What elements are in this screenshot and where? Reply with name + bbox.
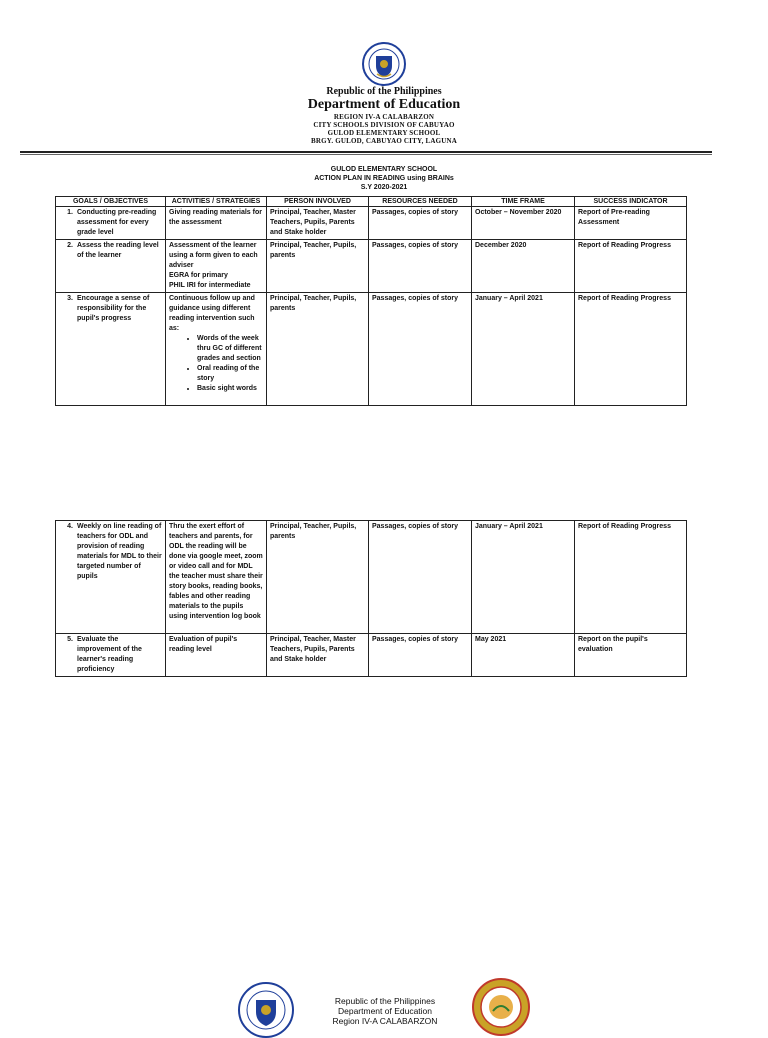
resources-cell: Passages, copies of story (369, 207, 472, 240)
activity-line: PHIL IRI for intermediate (169, 282, 251, 289)
activity-cell (166, 240, 267, 293)
time-cell: December 2020 (472, 240, 575, 293)
table-header-row (56, 197, 687, 207)
letterhead-school: GULOD ELEMENTARY SCHOOL (327, 129, 441, 137)
letterhead-republic: Republic of the Philippines (326, 86, 442, 97)
plan-school: GULOD ELEMENTARY SCHOOL (330, 166, 438, 173)
person-cell: Principal, Teacher, Pupils, parents (267, 293, 369, 406)
goal-cell (56, 207, 166, 240)
resources-cell: Passages, copies of story (369, 293, 472, 406)
header-activities: ACTIVITIES / STRATEGIES (166, 197, 267, 207)
action-plan-table (55, 196, 687, 406)
goal-number: 3. (67, 295, 73, 302)
footer-republic: Republic of the Philippines (334, 996, 436, 1006)
footer-region: Region IV-A CALABARZON (332, 1016, 438, 1026)
letterhead-address: BRGY. GULOD, CABUYAO CITY, LAGUNA (310, 137, 458, 145)
goal-cell (56, 521, 166, 634)
goal-text: Assess the reading level of the learner (77, 242, 159, 259)
goal-number: 2. (67, 242, 73, 249)
goal-cell (56, 634, 166, 677)
header-time: TIME FRAME (472, 197, 575, 207)
list-item: • Words of the week thru GC of different grades and section (197, 334, 263, 364)
person-cell: Principal, Teacher, Pupils, parents (267, 240, 369, 293)
header-divider-thin (20, 154, 712, 155)
letterhead-department: Department of Education (307, 97, 461, 112)
plan-title: ACTION PLAN IN READING using BRAINs (314, 175, 454, 182)
time-cell: January – April 2021 (472, 293, 575, 406)
goal-text: Weekly on line reading of teachers for ODL and provision of reading materials for MDL to their targeted number of pupils (77, 523, 162, 580)
letterhead-region: REGION IV-A CALABARZON (333, 113, 435, 121)
person-cell: Principal, Teacher, Pupils, parents (267, 521, 369, 634)
list-item: • Oral reading of the story (197, 364, 263, 384)
letterhead-division: CITY SCHOOLS DIVISION OF CABUYAO (313, 121, 455, 129)
division-seal-icon (472, 978, 530, 1036)
goal-text: Evaluate the improvement of the learner's reading proficiency (77, 636, 142, 673)
activity-cell (166, 293, 267, 406)
resources-cell: Passages, copies of story (369, 634, 472, 677)
indicator-cell: Report of Reading Progress (575, 240, 687, 293)
header-indicator: SUCCESS INDICATOR (575, 197, 687, 207)
indicator-cell: Report on the pupil's evaluation (575, 634, 687, 677)
person-cell: Principal, Teacher, Master Teachers, Pupils, Parents and Stake holder (267, 634, 369, 677)
goal-number: 5. (67, 636, 73, 643)
activity-line: EGRA for primary (169, 272, 228, 279)
time-cell: January – April 2021 (472, 521, 575, 634)
footer-department: Department of Education (337, 1006, 433, 1016)
header-divider (20, 151, 712, 153)
intervention-list (169, 334, 263, 394)
plan-year: S.Y 2020-2021 (360, 184, 408, 191)
indicator-cell: Report of Pre-reading Assessment (575, 207, 687, 240)
table-row (56, 521, 687, 634)
activity-cell (166, 207, 267, 240)
indicator-cell: Report of Reading Progress (575, 293, 687, 406)
person-cell: Principal, Teacher, Master Teachers, Pupils, Parents and Stake holder (267, 207, 369, 240)
activity-line: Thru the exert effort of teachers and parents, for ODL the reading will be done via google meet, zoom or video call and for MDL the teacher must share their story books, reading books, fables and other reading materials to the pupils using intervention log book (169, 523, 263, 620)
deped-seal-icon (362, 42, 406, 86)
time-cell: October – November 2020 (472, 207, 575, 240)
time-cell: May 2021 (472, 634, 575, 677)
activity-line: Evaluation of pupil's reading level (169, 636, 238, 653)
table-row (56, 293, 687, 406)
indicator-cell: Report of Reading Progress (575, 521, 687, 634)
resources-cell: Passages, copies of story (369, 240, 472, 293)
table-row (56, 240, 687, 293)
action-plan-table-continued (55, 520, 687, 677)
goal-cell (56, 293, 166, 406)
resources-cell: Passages, copies of story (369, 521, 472, 634)
header-person: PERSON INVOLVED (267, 197, 369, 207)
activity-line: Assessment of the learner using a form given to each adviser (169, 242, 258, 269)
header-resources: RESOURCES NEEDED (369, 197, 472, 207)
activity-line: Giving reading materials for the assessment (169, 209, 262, 226)
goal-number: 1. (67, 209, 73, 216)
goal-text: Conducting pre-reading assessment for every grade level (77, 209, 157, 236)
table-row (56, 634, 687, 677)
table-row (56, 207, 687, 240)
activity-line: Continuous follow up and guidance using different reading intervention such as: (169, 295, 255, 332)
goal-text: Encourage a sense of responsibility for the pupil's progress (77, 295, 150, 322)
header-goals: GOALS / OBJECTIVES (56, 197, 166, 207)
goal-number: 4. (67, 523, 73, 530)
deped-seal-icon (238, 982, 294, 1038)
goal-cell (56, 240, 166, 293)
list-item: • Basic sight words (197, 384, 263, 394)
activity-cell (166, 521, 267, 634)
activity-cell (166, 634, 267, 677)
